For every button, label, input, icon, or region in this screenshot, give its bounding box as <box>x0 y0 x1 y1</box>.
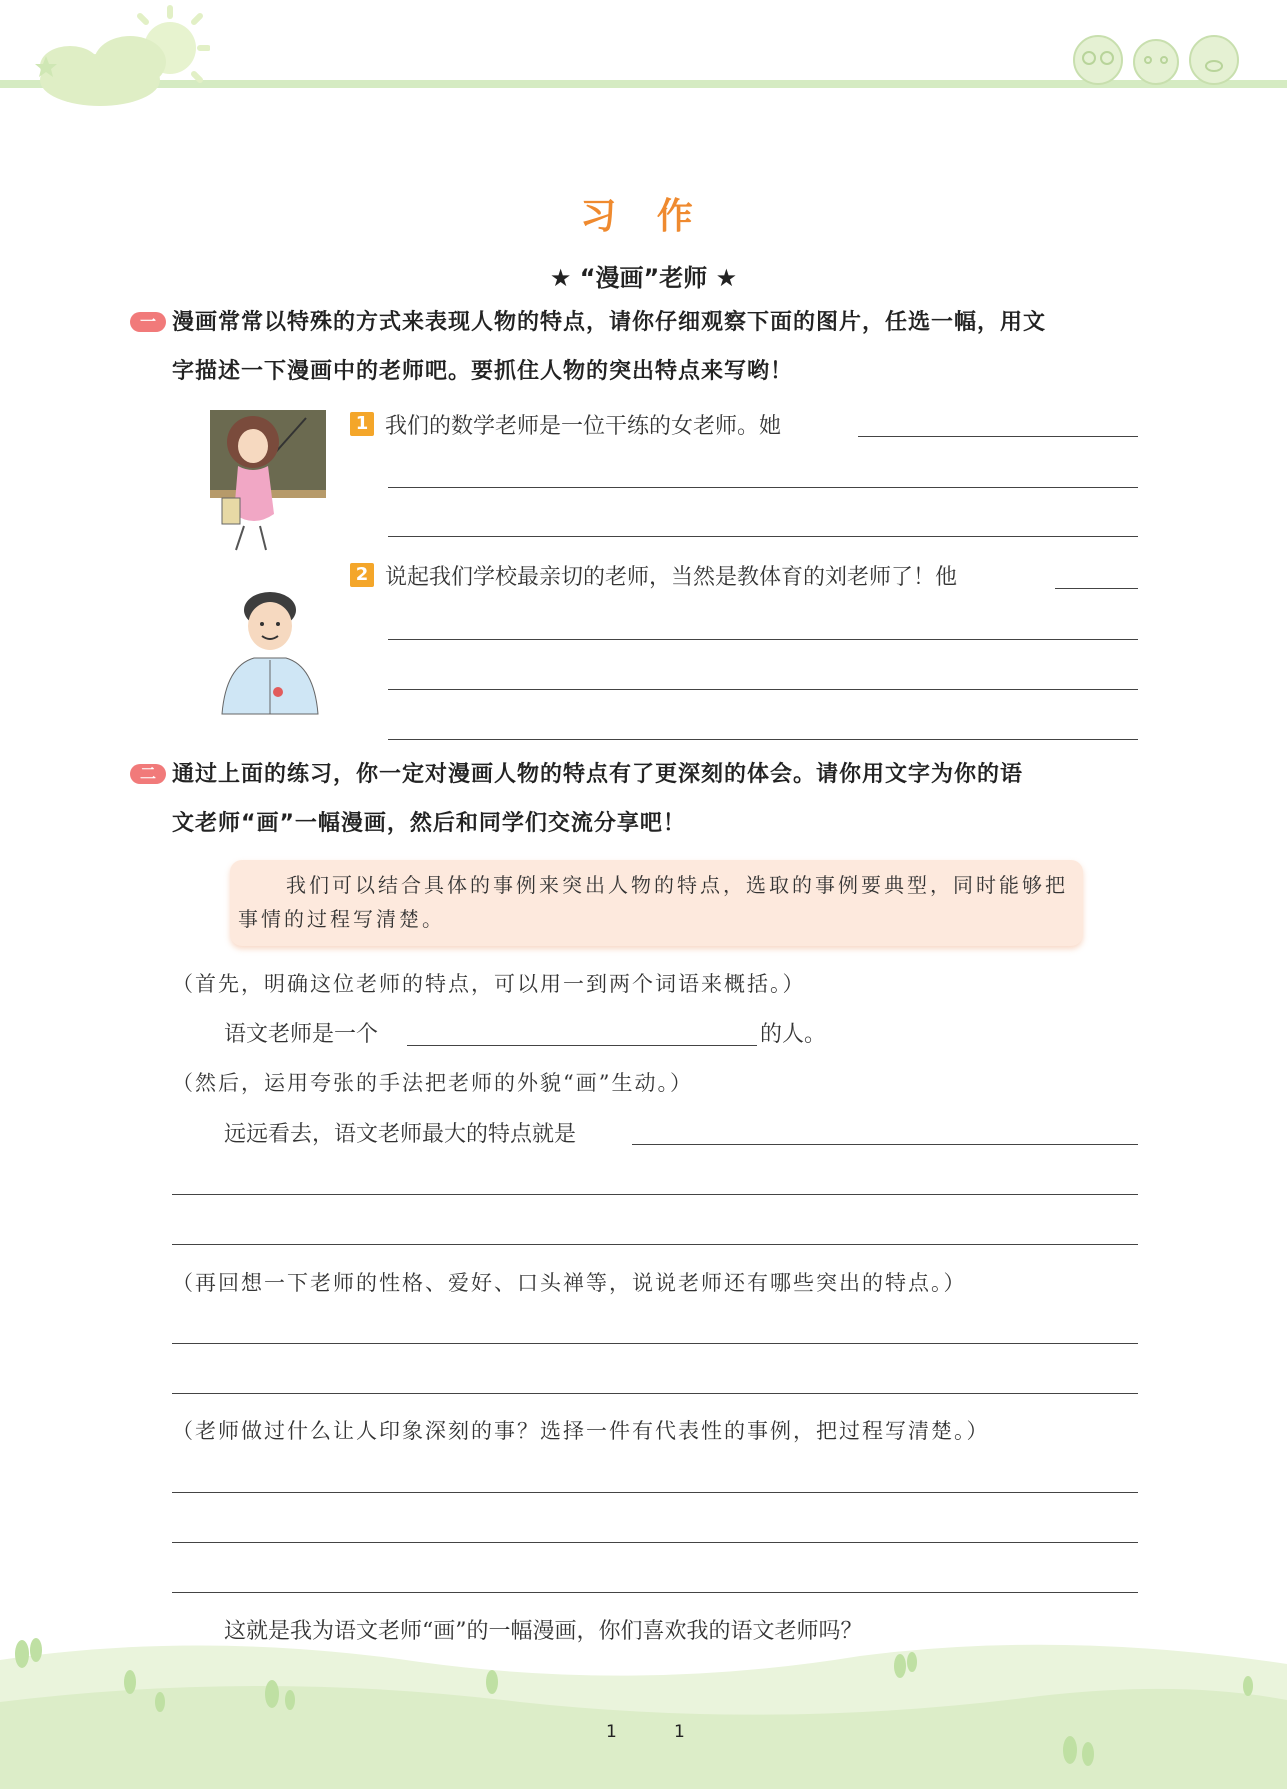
item-number-2: 2 <box>350 563 374 587</box>
fill2-prompt: 远远看去，语文老师最大的特点就是 <box>224 1122 577 1147</box>
hint-text: 我们可以结合具体的事例来突出人物的特点，选取的事例要典型，同时能够把事情的过程写清楚。 <box>238 873 1068 931</box>
sun-cloud-decoration <box>10 0 210 112</box>
closing-sentence: 这就是我为语文老师“画”的一幅漫画，你们喜欢我的语文老师吗？ <box>224 1619 863 1644</box>
section-badge-one: 一 <box>130 312 166 332</box>
writing-line[interactable] <box>172 1542 1138 1543</box>
section1-instruction-line2: 字描述一下漫画中的老师吧。要抓住人物的突出特点来写哟！ <box>172 359 794 384</box>
writing-line[interactable] <box>1055 588 1138 589</box>
writing-line[interactable] <box>858 436 1138 437</box>
writing-line[interactable] <box>388 536 1138 537</box>
cloud-icon <box>40 36 166 106</box>
guide-appearance: （然后，运用夸张的手法把老师的外貌“画”生动。） <box>172 1071 693 1095</box>
writing-line[interactable] <box>172 1592 1138 1593</box>
writing-line[interactable] <box>388 487 1138 488</box>
section2-instruction-line1: 通过上面的练习，你一定对漫画人物的特点有了更深刻的体会。请你用文字为你的语 <box>172 762 1024 787</box>
item-number-1: 1 <box>350 412 374 436</box>
writing-line[interactable] <box>172 1343 1138 1344</box>
writing-line[interactable] <box>388 739 1138 740</box>
cat-face-icon <box>1074 36 1122 84</box>
subtitle: ★ “漫画”老师 ★ <box>549 264 738 292</box>
writing-line[interactable] <box>172 1492 1138 1493</box>
writing-line[interactable] <box>388 689 1138 690</box>
writing-line[interactable] <box>172 1244 1138 1245</box>
characteristic-input-line[interactable] <box>407 1045 757 1046</box>
female-teacher-illustration <box>208 404 328 554</box>
fill1-prefix: 语文老师是一个 <box>224 1022 379 1047</box>
item2-prompt: 说起我们学校最亲切的老师，当然是教体育的刘老师了！他 <box>385 565 958 590</box>
section-badge-two: 二 <box>130 764 166 784</box>
animal-characters-decoration <box>1058 20 1258 92</box>
fill1-suffix: 的人。 <box>760 1022 827 1047</box>
page-number-digit-2: 1 <box>674 1722 685 1742</box>
guide-characteristic: （首先，明确这位老师的特点，可以用一到两个词语来概括。） <box>172 972 806 996</box>
item1-prompt: 我们的数学老师是一位干练的女老师。她 <box>385 414 782 439</box>
writing-line[interactable] <box>172 1393 1138 1394</box>
section2-instruction-line2: 文老师“画”一幅漫画，然后和同学们交流分享吧！ <box>172 811 686 836</box>
page-title: 习 作 <box>580 196 707 237</box>
writing-line[interactable] <box>632 1144 1138 1145</box>
guide-event: （老师做过什么让人印象深刻的事？选择一件有代表性的事例，把过程写清楚。） <box>172 1419 990 1443</box>
page-number-digit-1: 1 <box>606 1722 617 1742</box>
footer-hills-decoration <box>0 1610 1287 1789</box>
guide-personality: （再回想一下老师的性格、爱好、口头禅等，说说老师还有哪些突出的特点。） <box>172 1271 967 1295</box>
writing-line[interactable] <box>388 639 1138 640</box>
pe-teacher-illustration <box>208 580 328 720</box>
writing-line[interactable] <box>172 1194 1138 1195</box>
section1-instruction-line1: 漫画常常以特殊的方式来表现人物的特点，请你仔细观察下面的图片，任选一幅，用文 <box>172 310 1047 335</box>
bear-face-icon <box>1134 40 1178 84</box>
